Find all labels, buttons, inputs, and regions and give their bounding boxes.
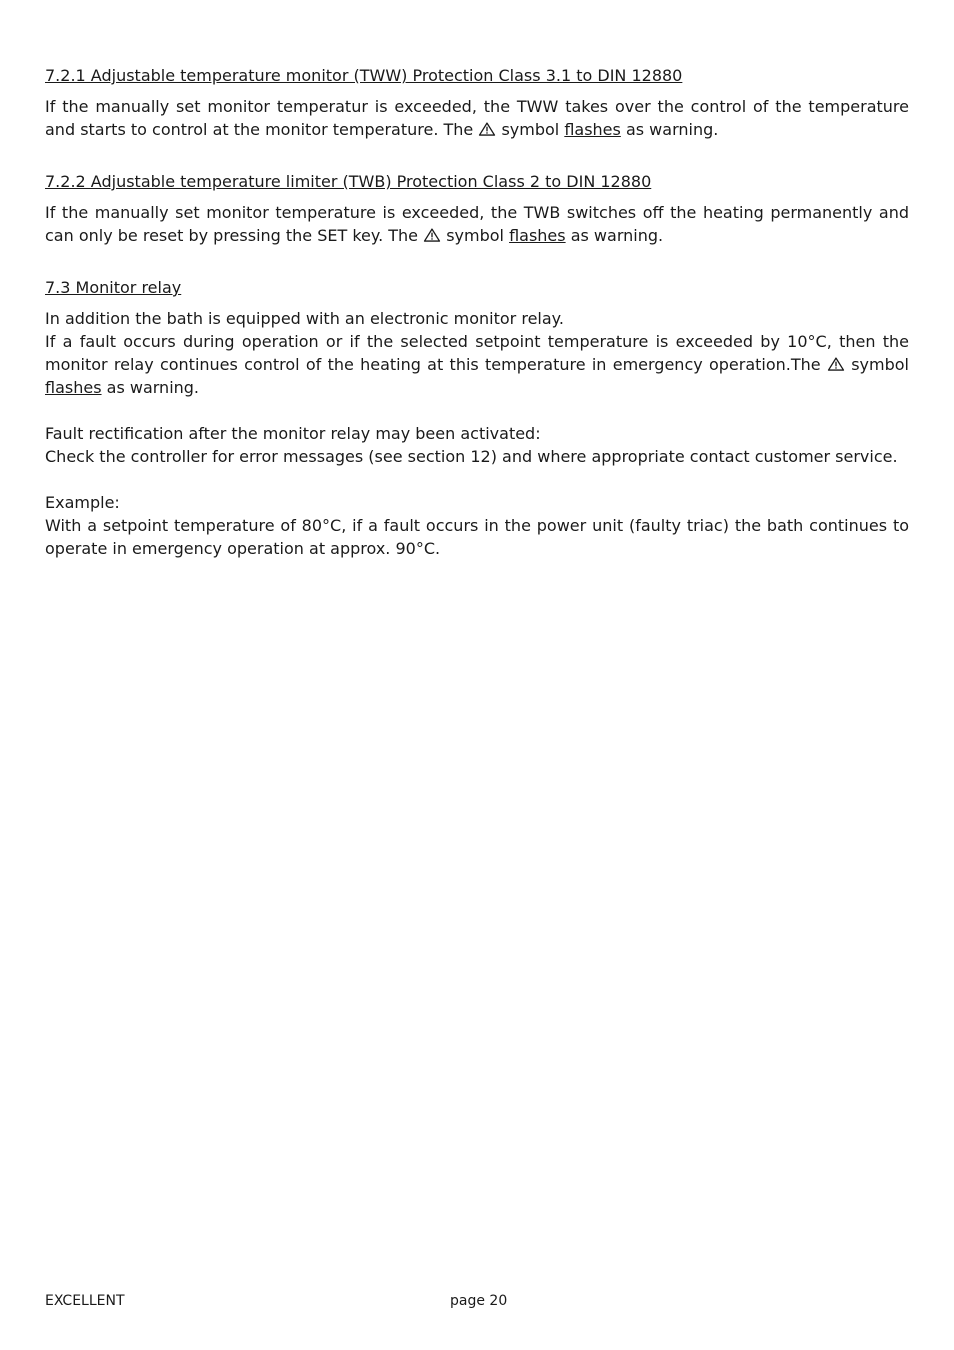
paragraph-text: symbol	[441, 226, 510, 245]
paragraph-text: as warning.	[620, 120, 719, 139]
flashes-emphasis: flashes	[45, 378, 102, 397]
monitor-relay-intro: In addition the bath is equipped with an electronic monitor relay.	[45, 309, 564, 328]
flashes-emphasis: flashes	[564, 120, 621, 139]
section-paragraph-7-2-2	[45, 201, 909, 247]
section-heading-7-3: 7.3 Monitor relay	[45, 278, 182, 297]
warning-triangle-icon	[423, 228, 441, 242]
section-paragraph-7-2-1	[45, 95, 909, 141]
monitor-relay-paragraph	[45, 330, 909, 399]
section-heading-7-2-2: 7.2.2 Adjustable temperature limiter (TWB) Protection Class 2 to DIN 12880	[45, 172, 652, 191]
paragraph-text: If a fault occurs during operation or if the selected setpoint temperature is exceeded by 10°C, then the monitor relay continues control of the heating at this temperature in emergency operation.The	[45, 332, 909, 374]
example-text: With a setpoint temperature of 80°C, if a fault occurs in the power unit (faulty triac) the bath continues to operate in emergency operation at approx. 90°C.	[45, 516, 909, 558]
paragraph-text: symbol	[844, 355, 909, 374]
paragraph-text: If the manually set monitor temperature is exceeded, the TWB switches off the heating permanently and can only be reset by pressing the SET key. The	[45, 203, 909, 245]
footer-page-number: page 20	[450, 1293, 508, 1309]
document-body	[45, 64, 909, 560]
warning-triangle-icon	[478, 122, 496, 136]
section-heading-7-2-1: 7.2.1 Adjustable temperature monitor (TWW) Protection Class 3.1 to DIN 12880	[45, 66, 683, 85]
footer-product-name: EXCELLENT	[45, 1293, 125, 1309]
fault-rectification-text: Check the controller for error messages (see section 12) and where appropriate contact customer service.	[45, 447, 898, 466]
fault-rectification-title: Fault rectification after the monitor relay may been activated:	[45, 424, 541, 443]
paragraph-text: as warning.	[565, 226, 664, 245]
paragraph-text: symbol	[496, 120, 565, 139]
warning-triangle-icon	[827, 357, 845, 371]
example-title: Example:	[45, 493, 120, 512]
paragraph-text: as warning.	[101, 378, 200, 397]
paragraph-text: If the manually set monitor temperatur is exceeded, the TWW takes over the control of the temperature and starts to control at the monitor temperature. The	[45, 97, 909, 139]
flashes-emphasis: flashes	[509, 226, 566, 245]
